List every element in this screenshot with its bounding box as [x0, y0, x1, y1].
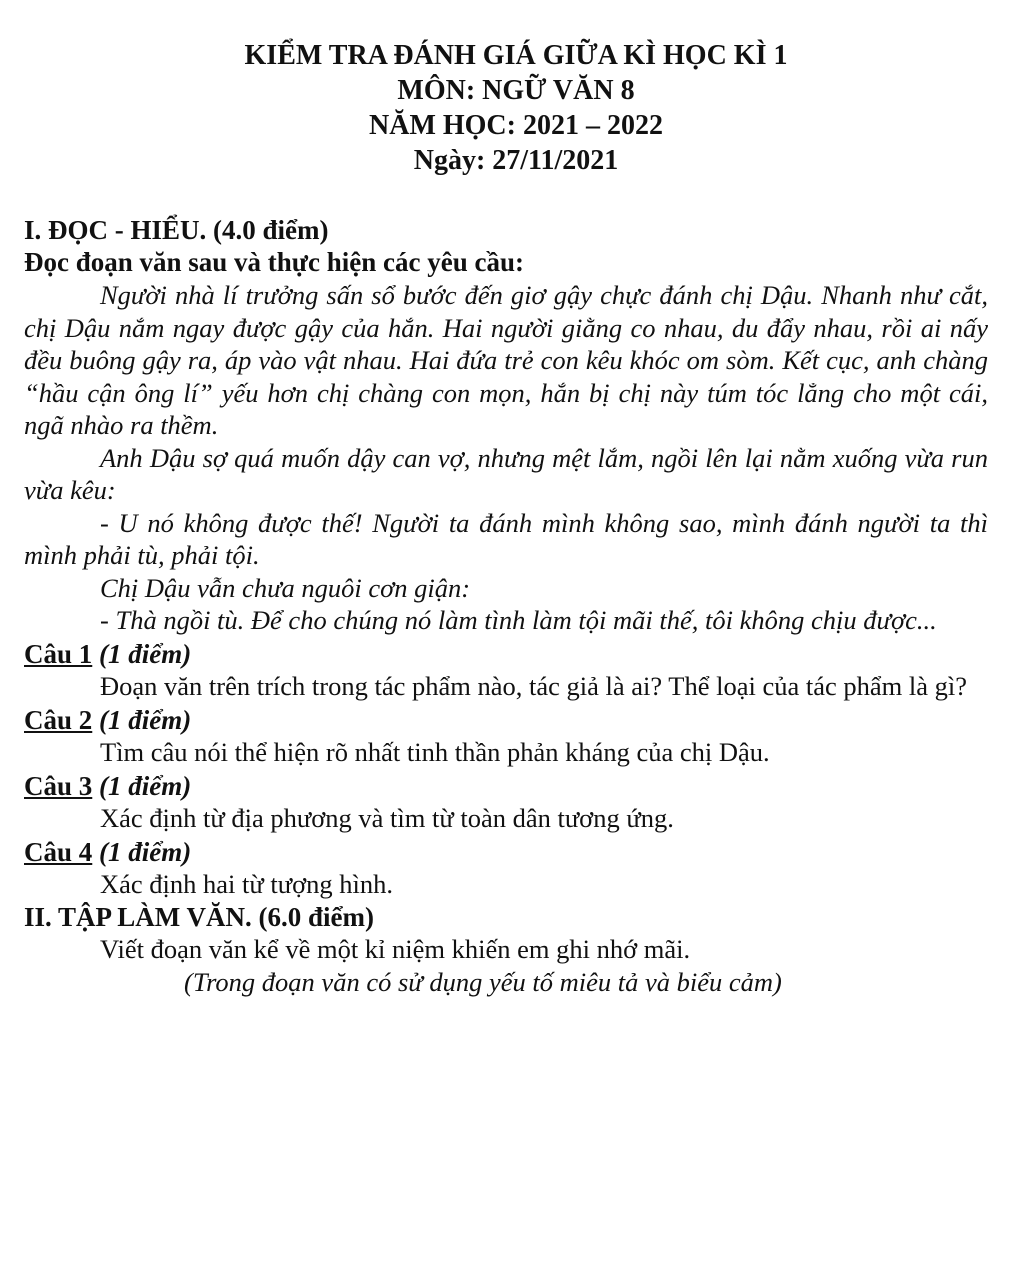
question-heading: [24, 771, 988, 802]
question-points: (1 điểm): [92, 770, 192, 801]
reading-instruction: Đọc đoạn văn sau và thực hiện các yêu cầu:: [24, 247, 524, 277]
header-school-year: NĂM HỌC: 2021 – 2022: [369, 110, 663, 141]
question-3: [24, 771, 988, 835]
question-label: Câu 4: [24, 836, 93, 867]
exam-header: [44, 38, 988, 178]
section-reading-title: I. ĐỌC - HIỂU. (4.0 điểm): [24, 215, 329, 245]
question-text: Tìm câu nói thể hiện rõ nhất tinh thần phản kháng của chị Dậu.: [100, 736, 770, 767]
passage-paragraph: - U nó không được thế! Người ta đánh mình không sao, mình đánh người ta thì mình phải tù, phải tội.: [24, 507, 988, 570]
question-label: Câu 2: [24, 704, 93, 735]
question-points: (1 điểm): [92, 836, 192, 867]
question-label: Câu 1: [24, 638, 93, 669]
question-heading: [24, 837, 988, 868]
section-writing-title: II. TẬP LÀM VĂN. (6.0 điểm): [24, 901, 375, 932]
question-heading: [24, 639, 988, 670]
header-date: Ngày: 27/11/2021: [413, 145, 619, 176]
question-text: Đoạn văn trên trích trong tác phẩm nào, tác giả là ai? Thể loại của tác phẩm là gì?: [100, 670, 968, 701]
question-label: Câu 3: [24, 770, 93, 801]
writing-note: (Trong đoạn văn có sử dụng yếu tố miêu tả và biểu cảm): [184, 966, 782, 997]
question-text: Xác định từ địa phương và tìm từ toàn dân tương ứng.: [100, 802, 674, 833]
passage-paragraph: Chị Dậu vẫn chưa nguôi cơn giận:: [100, 572, 471, 603]
passage-paragraph: Người nhà lí trưởng sấn sổ bước đến giơ gậy chực đánh chị Dậu. Nhanh như cắt, chị Dậu nắm ngay được gậy của hắn. Hai người giằng co nhau, du đẩy nhau, rồi ai nấy đều buông gậy ra, áp vào vật nhau. Hai đứa trẻ con kêu khóc om sòm. Kết cục, anh chàng “hầu cận ông lí” yếu hơn chị chàng con mọn, hắn bị chị này túm tóc lẳng cho một cái, ngã nhào ra thềm.: [24, 280, 988, 440]
header-subject: MÔN: NGỮ VĂN 8: [397, 75, 635, 106]
question-4: [24, 837, 988, 901]
question-points: (1 điểm): [92, 638, 192, 669]
writing-task: Viết đoạn văn kể về một kỉ niệm khiến em ghi nhớ mãi.: [100, 933, 691, 964]
header-title: KIỂM TRA ĐÁNH GIÁ GIỮA KÌ HỌC KÌ 1: [244, 40, 788, 71]
question-points: (1 điểm): [92, 704, 192, 735]
reading-passage: [24, 279, 988, 637]
question-1: [24, 639, 988, 703]
question-heading: [24, 705, 988, 736]
question-text: Xác định hai từ tượng hình.: [100, 868, 393, 899]
passage-paragraph: - Thà ngồi tù. Để cho chúng nó làm tình làm tội mãi thế, tôi không chịu được...: [100, 605, 937, 635]
passage-paragraph: Anh Dậu sợ quá muốn dậy can vợ, nhưng mệt lắm, ngồi lên lại nằm xuống vừa run vừa kêu:: [24, 442, 988, 505]
question-2: [24, 705, 988, 769]
